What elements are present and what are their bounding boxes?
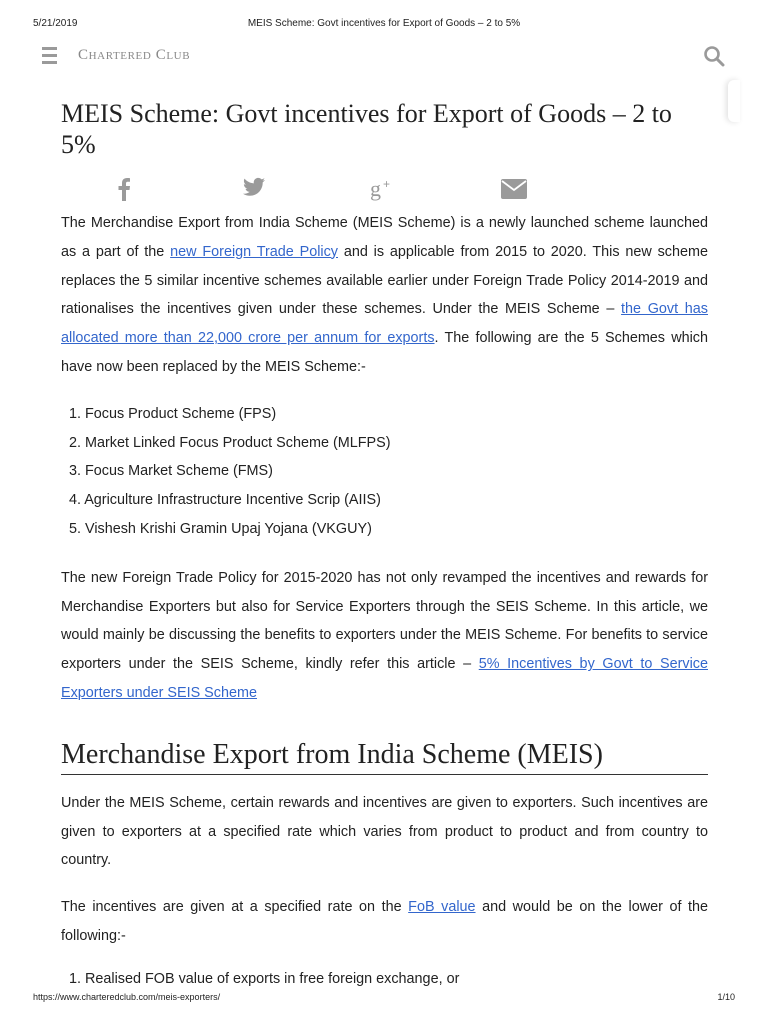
lower-of-list <box>69 965 708 994</box>
intro-paragraph <box>61 209 708 382</box>
print-url: https://www.charteredclub.com/meis-exporters/ <box>33 992 221 1002</box>
svg-text:g: g <box>370 177 381 201</box>
intro-text-2: and is applicable from 2015 to 2020. This new scheme replaces the 5 similar incentive schemes available earlier under Foreign Trade Policy 2014-2019 and rationalises the incentives given under these schemes. Under the MEIS Scheme – <box>61 243 708 318</box>
site-logo[interactable]: Chartered Club <box>78 47 191 63</box>
page-number: 1/10 <box>717 992 735 1002</box>
article <box>61 98 708 1014</box>
twitter-icon[interactable] <box>243 177 265 197</box>
meis-paragraph: Under the MEIS Scheme, certain rewards and incentives are given to exporters. Such incentives are given to exporters at a specified rate which varies from product to product and from country to country. <box>61 794 708 869</box>
print-title: MEIS Scheme: Govt incentives for Export of Goods – 2 to 5% <box>247 18 521 29</box>
site-header <box>0 43 768 69</box>
foreign-trade-policy-link[interactable]: new Foreign Trade Policy <box>170 243 338 260</box>
search-icon[interactable] <box>703 45 725 67</box>
fob-text-1: The incentives are given at a specified rate on the <box>61 899 409 916</box>
share-bar <box>61 173 708 203</box>
section-heading: Merchandise Export from India Scheme (MEIS) <box>61 738 708 775</box>
list-item: 3. Focus Market Scheme (FMS) <box>69 463 273 480</box>
fob-text-2: and would be on the lower of the following:- <box>61 899 709 944</box>
side-tab <box>728 80 740 122</box>
svg-text:+: + <box>383 177 391 191</box>
list-item: 4. Agriculture Infrastructure Incentive Scrip (AIIS) <box>69 492 381 509</box>
intro-text-1: The Merchandise Export from India Scheme (MEIS Scheme) is a newly launched scheme launched as a part of the <box>61 215 708 260</box>
fob-paragraph <box>61 893 708 951</box>
facebook-icon[interactable] <box>117 177 131 201</box>
fob-value-link[interactable]: FoB value <box>408 899 476 916</box>
intro-text-3: . The following are the 5 Schemes which have now been replaced by the MEIS Scheme:- <box>61 330 708 375</box>
hamburger-icon[interactable] <box>42 47 57 65</box>
google-plus-icon[interactable] <box>370 177 396 201</box>
seis-paragraph <box>61 564 708 708</box>
list-item: 5. Vishesh Krishi Gramin Upaj Yojana (VKGUY) <box>69 520 372 537</box>
seis-text: The new Foreign Trade Policy for 2015-2020 has not only revamped the incentives and rewards for Merchandise Exporters but also for Service Exporters through the SEIS Scheme. In this article, we would mainly be discussing the benefits to exporters under the MEIS Scheme. For benefits to service exporters under the SEIS Scheme, kindly refer this article – <box>61 569 708 673</box>
list-item: 1. Realised FOB value of exports in free foreign exchange, or <box>69 970 460 987</box>
article-title: MEIS Scheme: Govt incentives for Export of Goods – 2 to 5% <box>61 99 672 159</box>
seis-article-link[interactable]: 5% Incentives by Govt to Service Exporters under SEIS Scheme <box>61 656 708 701</box>
print-date: 5/21/2019 <box>33 18 78 29</box>
replaced-schemes-list <box>69 400 708 544</box>
govt-allocation-link[interactable]: the Govt has allocated more than 22,000 crore per annum for exports <box>61 301 708 347</box>
list-item: 1. Focus Product Scheme (FPS) <box>69 405 277 422</box>
email-icon[interactable] <box>501 179 527 199</box>
list-item: 2. Market Linked Focus Product Scheme (MLFPS) <box>69 434 391 451</box>
